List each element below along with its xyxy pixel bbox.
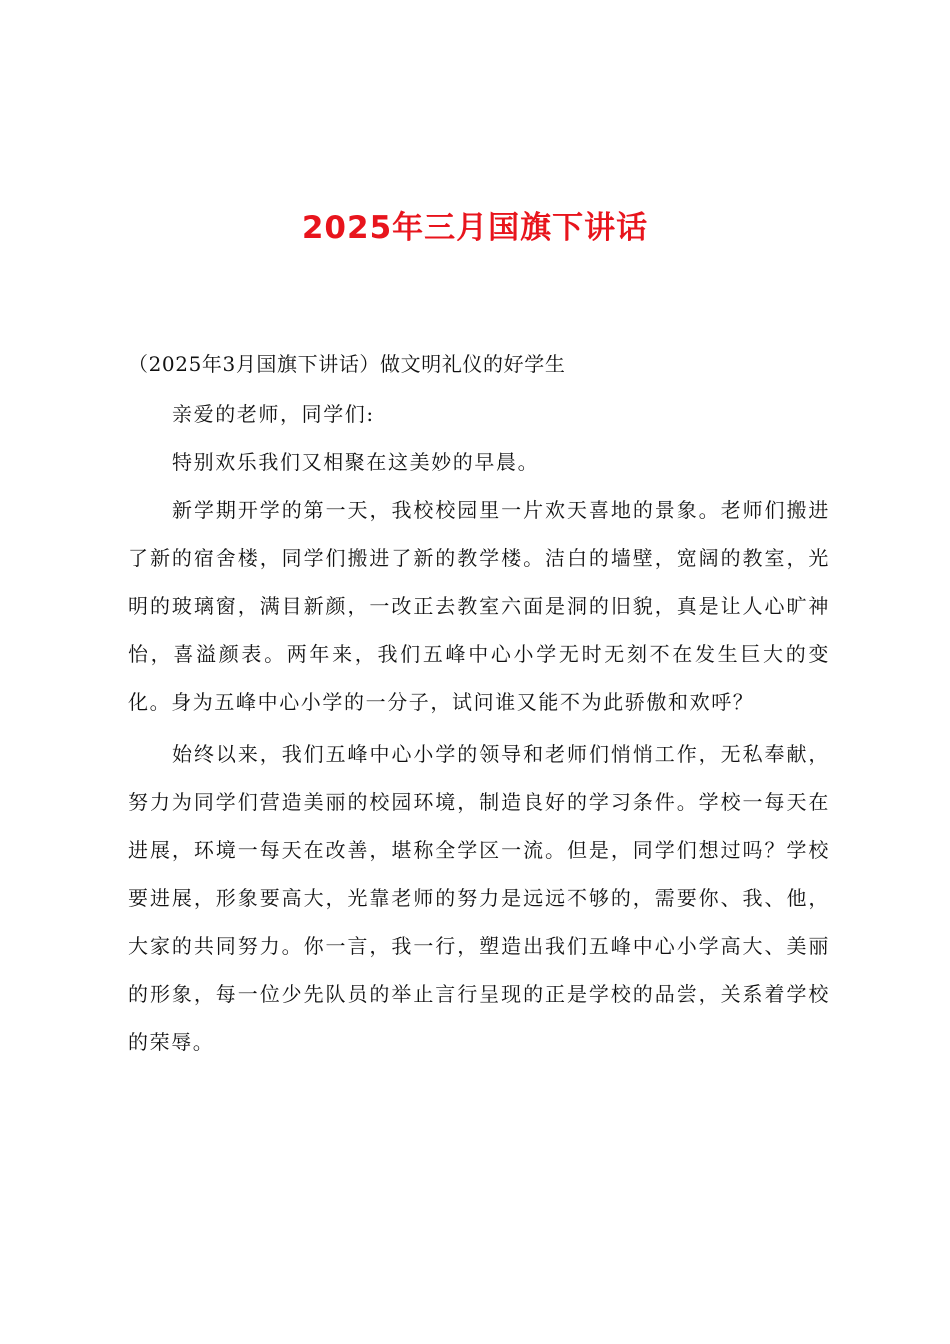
document-body: [128, 340, 830, 1066]
page-title: 2025年三月国旗下讲话: [301, 210, 649, 246]
document-subtitle: （2025年3月国旗下讲话）做文明礼仪的好学生: [128, 352, 566, 376]
salutation-paragraph: 亲爱的老师，同学们:: [172, 402, 375, 426]
body-paragraph-1: 新学期开学的第一天，我校校园里一片欢天喜地的景象。老师们搬进了新的宿舍楼，同学们搬进了新的教学楼。洁白的墙壁，宽阔的教室，光明的玻璃窗，满目新颜，一改正去教室六面是洞的旧貌，真是让人心旷神怡，喜溢颜表。两年来，我们五峰中心小学无时无刻不在发生巨大的变化。身为五峰中心小学的一分子，试问谁又能不为此骄傲和欢呼？: [128, 498, 830, 714]
body-paragraph-2: 始终以来，我们五峰中心小学的领导和老师们悄悄工作，无私奉献，努力为同学们营造美丽的校园环境，制造良好的学习条件。学校一每天在进展，环境一每天在改善，堪称全学区一流。但是，同学们想过吗？学校要进展，形象要高大，光靠老师的努力是远远不够的，需要你、我、他，大家的共同努力。你一言，我一行，塑造出我们五峰中心小学高大、美丽的形象，每一位少先队员的举止言行呈现的正是学校的品尝，关系着学校的荣辱。: [128, 742, 830, 1054]
greeting-paragraph: 特别欢乐我们又相聚在这美妙的早晨。: [172, 450, 540, 474]
